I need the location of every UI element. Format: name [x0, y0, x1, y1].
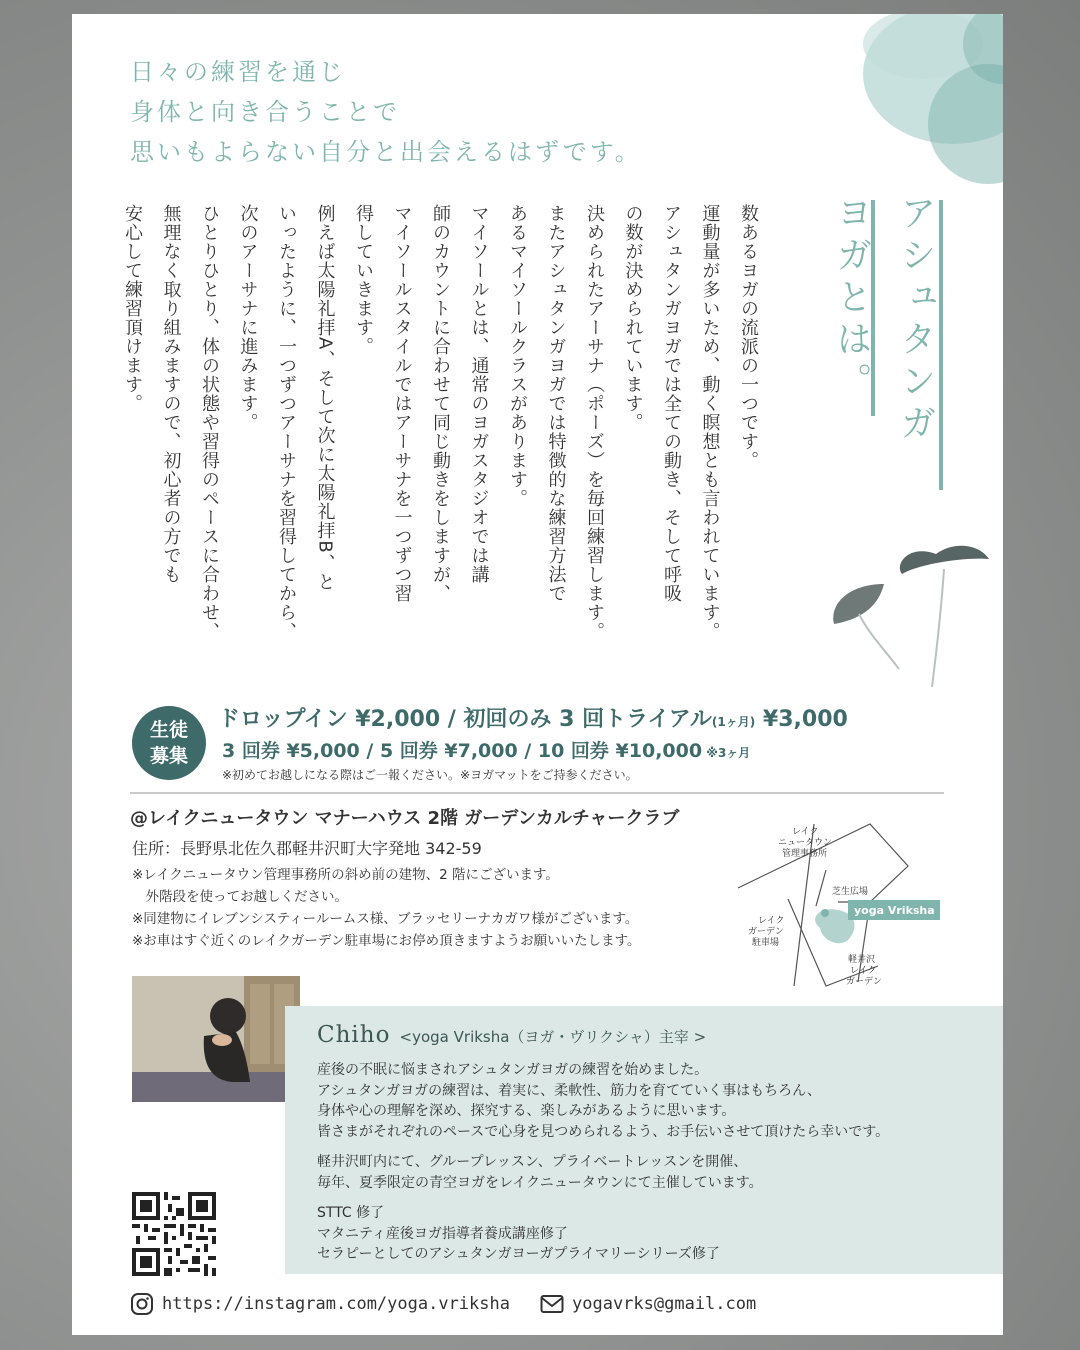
body-line: 運動量が多いため、動く瞑想とも言われています。 — [699, 204, 721, 641]
venue-address: 住所：長野県北佐久郡軽井沢町大字発地 342-59 — [132, 839, 482, 858]
map-label: 芝生広場 — [832, 887, 869, 897]
venue-note: ※お車はすぐ近くのレイクガーデン駐車場にお停め頂きますようお願いいたします。 — [132, 933, 641, 949]
intro-text — [130, 52, 642, 172]
intro-line: 身体と向き合うことで — [130, 98, 400, 126]
section-title — [819, 194, 947, 494]
map-label: レイク — [850, 966, 877, 976]
body-line: ひとりひとり、体の状態や習得のペースに合わせ、 — [199, 204, 220, 641]
profile-line: 軽井沢町内にて、グループレッスン、プライベートレッスンを開催、 — [317, 1154, 748, 1170]
venue-notes — [132, 864, 641, 952]
profile-text — [317, 1060, 889, 1275]
profile-line: 身体や心の理解を深め、探究する、楽しみがあるように思います。 — [317, 1103, 736, 1119]
price-line-1 — [218, 702, 848, 733]
price-duration: ※3ヶ月 — [702, 746, 751, 760]
qr-code[interactable] — [132, 1192, 216, 1276]
body-line: の数が決められています。 — [622, 204, 644, 432]
profile-line: 産後の不眠に悩まされアシュタンガヨガの練習を始めました。 — [317, 1062, 709, 1078]
venue-note: ※同建物にイレブンシスティールームス様、ブラッセリーナカガワ様がございます。 — [132, 911, 639, 927]
map-label: 管理事務所 — [782, 849, 828, 859]
body-line: いったように、一つずつアーサナを習得してから、 — [276, 204, 297, 641]
instructor-name: Chiho — [317, 1022, 391, 1048]
price-duration: (1ヶ月) — [711, 715, 756, 729]
profile-header — [317, 1022, 706, 1048]
title-line: アシュタンガ — [895, 194, 936, 446]
vertical-body-text — [113, 204, 768, 654]
map-studio-label: yoga Vriksha — [854, 904, 935, 917]
divider — [130, 792, 944, 794]
contact-bar — [130, 1292, 756, 1316]
svg-text:レイク ニュータウン 管理事務所 — [778, 826, 835, 859]
instagram-link[interactable]: https://instagram.com/yoga.vriksha — [162, 1294, 510, 1314]
body-line: 無理なく取り組みますので、初心者の方でも — [160, 204, 182, 584]
venue-note: ※レイクニュータウン管理事務所の斜め前の建物、2 階にございます。 — [132, 867, 559, 883]
svg-text:レイク ガーデン 駐車場 — [748, 915, 787, 948]
body-line: マイソールとは、通常のヨガスタジオでは講 — [468, 204, 490, 584]
badge-line: 生徒 — [149, 719, 188, 741]
instagram-icon — [130, 1292, 154, 1316]
student-recruitment-badge — [132, 706, 206, 780]
body-line: またアシュタンガヨガでは特徴的な練習方法で — [545, 204, 567, 603]
body-line: あるマイソールクラスがあります。 — [507, 204, 528, 508]
map-label: 軽井沢 — [848, 955, 876, 965]
leaf-illustration — [824, 519, 994, 689]
instructor-photo — [132, 976, 300, 1102]
profile-panel — [285, 1006, 1003, 1274]
map-label: ガーデン — [846, 977, 882, 987]
intro-line: 日々の練習を通じ — [130, 58, 346, 86]
intro-line: 思いもよらない自分と出会えるはずです。 — [130, 138, 642, 166]
email-link[interactable]: yogavrks@gmail.com — [572, 1294, 757, 1314]
price-text: 3 回券 ¥5,000 / 5 回券 ¥7,000 / 10 回券 ¥10,000 — [222, 740, 703, 762]
profile-line: 毎年、夏季限定の青空ヨガをレイクニュータウンにて主催しています。 — [317, 1174, 763, 1191]
venue-note: 外階段を使ってお越しください。 — [132, 889, 348, 905]
body-line: 数あるヨガの流派の一つです。 — [738, 204, 759, 470]
body-line: 次のアーサナに進みます。 — [237, 204, 259, 432]
body-line: 師のカウントに合わせて同じ動きをしますが、 — [430, 204, 451, 603]
badge-line: 募集 — [149, 745, 188, 767]
body-line: 例えば太陽礼拝A、そして次に太陽礼拝B、と — [314, 204, 336, 592]
flyer — [72, 14, 1003, 1335]
profile-line: 皆さまがそれぞれのペースで心身を見つめられるよう、お手伝いさせて頂けたら幸いです。 — [317, 1123, 890, 1140]
instructor-role: <yoga Vriksha（ヨガ・ヴリクシャ）主宰 > — [399, 1028, 707, 1046]
profile-paragraph — [317, 1060, 889, 1142]
price-text: ドロップイン ¥2,000 / 初回のみ 3 回トライアル — [218, 707, 712, 732]
body-line: マイソールスタイルではアーサナを一つずつ習 — [391, 204, 413, 603]
body-line: 安心して練習頂けます。 — [122, 204, 143, 413]
watercolor-wash — [813, 14, 1003, 204]
venue-name: @レイクニュータウン マナーハウス 2階 ガーデンカルチャークラブ — [130, 808, 680, 829]
access-map — [738, 806, 948, 990]
profile-line: アシュタンガヨガの練習は、着実に、柔軟性、筋力を育てていく事はもちろん、 — [317, 1082, 821, 1099]
profile-line: セラピーとしてのアシュタンガヨーガプライマリーシリーズ修了 — [317, 1246, 720, 1262]
map-label: ニュータウン — [778, 838, 833, 848]
price-note: ※初めてお越しになる際はご一報ください。※ヨガマットをご持参ください。 — [222, 768, 638, 782]
price-line-2 — [222, 736, 750, 763]
map-label: レイク — [758, 916, 785, 926]
price-text: ¥3,000 — [755, 707, 848, 732]
title-line: ヨガとは。 — [831, 194, 872, 404]
body-line: アシュタンガヨガでは全ての動き、そして呼吸 — [661, 204, 682, 603]
map-label: レイク — [792, 827, 819, 837]
profile-paragraph — [317, 1152, 889, 1193]
svg-text:軽井沢 レイク ガーデン — [846, 953, 882, 987]
body-line: 得していきます。 — [353, 204, 374, 356]
profile-line: STTC 修了 — [317, 1205, 385, 1221]
body-line: 決められたアーサナ（ポーズ）を毎回練習します。 — [584, 204, 605, 641]
profile-paragraph — [317, 1203, 889, 1265]
map-label: 駐車場 — [752, 938, 780, 948]
mail-icon — [540, 1294, 564, 1314]
map-label: ガーデン — [748, 927, 784, 937]
profile-line: マタニティ産後ヨガ指導者養成講座修了 — [317, 1225, 568, 1242]
